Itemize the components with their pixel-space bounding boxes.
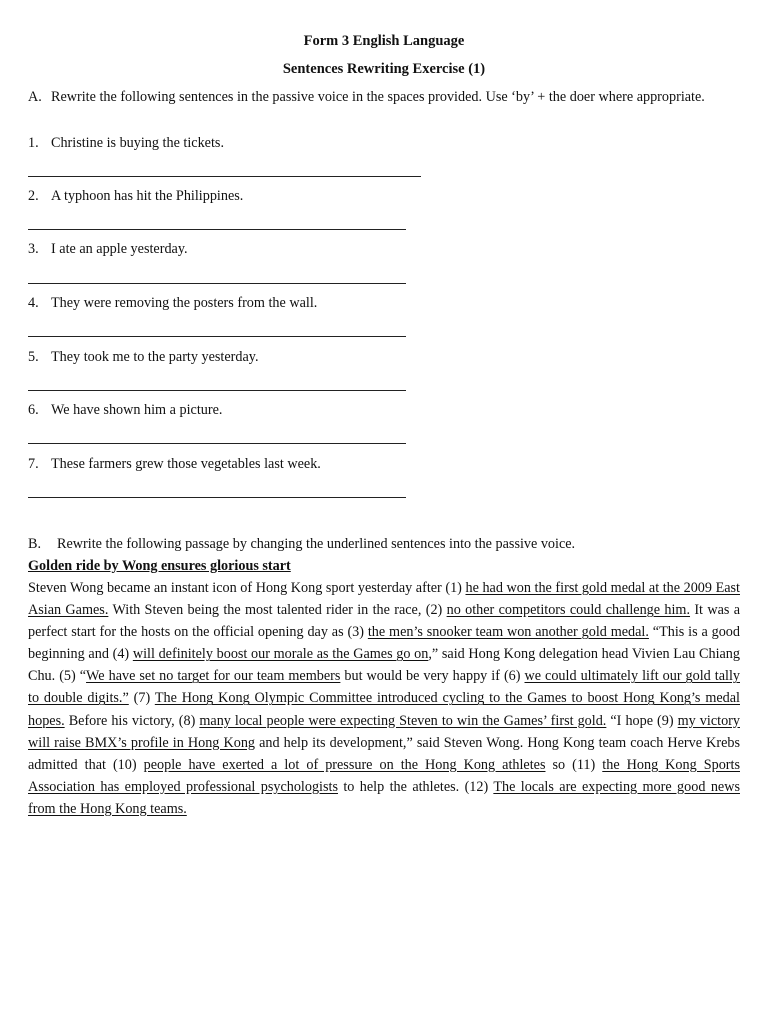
answer-line-6[interactable] [28, 443, 406, 444]
underlined-sentence: we could ultimately lift our gold tally to double digits.” [28, 668, 740, 707]
answer-line-4[interactable] [28, 336, 406, 337]
passage-text: (7) [128, 690, 155, 707]
question-number: 2. [28, 188, 39, 204]
section-a-instruction-text: Rewrite the following sentences in the passive voice in the spaces provided. Use ‘by’ + the doer where appropriate. [51, 89, 705, 105]
answer-line-7[interactable] [28, 497, 406, 498]
question-text: I ate an apple yesterday. [51, 241, 188, 257]
passage-text: It was a perfect start for the hosts on the official opening day as (3) [28, 602, 741, 641]
passage-text: “I hope (9) [606, 712, 678, 729]
question-number: 4. [28, 295, 39, 311]
section-b-instruction-text: Rewrite the following passage by changing the underlined sentences into the passive voice. [57, 536, 576, 552]
underlined-sentence: The locals are expecting more good news from the Hong Kong teams. [28, 778, 740, 817]
passage-text: Before his victory, (8) [64, 712, 200, 729]
passage-text: With Steven being the most talented rider in the race, (2) [108, 602, 447, 619]
passage-body [28, 577, 740, 820]
section-b-instruction [28, 536, 575, 553]
question-text: They took me to the party yesterday. [51, 349, 259, 365]
page-title: Form 3 English Language [303, 33, 465, 49]
page-subtitle: Sentences Rewriting Exercise (1) [282, 61, 486, 77]
section-b-label: B. [28, 536, 42, 552]
passage-text: but would be very happy if (6) [340, 668, 525, 685]
underlined-sentence: the men’s snooker team won another gold medal. [367, 624, 649, 641]
passage-text: and help its development,” said Steven Wong. Hong Kong team coach Herve Krebs admitted that (10) [28, 734, 740, 773]
underlined-sentence: the Hong Kong Sports Association has employed professional psychologists [28, 756, 740, 795]
section-a-instruction [28, 87, 740, 108]
section-a-label: A. [28, 89, 42, 105]
underlined-sentence: my victory will raise BMX’s profile in Hong Kong [28, 712, 740, 751]
question-number: 5. [28, 349, 39, 365]
question-text: These farmers grew those vegetables last week. [51, 456, 321, 472]
underlined-sentence: We have set no target for our team members [86, 668, 341, 685]
question-number: 3. [28, 241, 39, 257]
passage-text: ,” said Hong Kong delegation head Vivien Lau Chiang Chu. (5) “ [28, 646, 740, 685]
question-number: 7. [28, 456, 39, 472]
answer-line-3[interactable] [28, 283, 406, 284]
passage-title: Golden ride by Wong ensures glorious start [28, 558, 291, 574]
question-number: 6. [28, 402, 39, 418]
question-number: 1. [28, 135, 39, 151]
answer-line-2[interactable] [28, 229, 406, 230]
passage-text: so (11) [545, 756, 603, 773]
underlined-sentence: people have exerted a lot of pressure on the Hong Kong athletes [143, 756, 546, 773]
question-text: They were removing the posters from the wall. [51, 295, 318, 311]
underlined-sentence: he had won the first gold medal at the 2009 East Asian Games. [28, 580, 740, 619]
underlined-sentence: will definitely boost our morale as the Games go on [132, 646, 429, 663]
passage-text: “This is a good beginning and (4) [28, 624, 740, 663]
question-text: Christine is buying the tickets. [51, 135, 224, 151]
question-text: We have shown him a picture. [51, 402, 223, 418]
answer-line-1[interactable] [28, 176, 421, 177]
passage-text: Steven Wong became an instant icon of Hong Kong sport yesterday after (1) [28, 580, 466, 596]
underlined-sentence: The Hong Kong Olympic Committee introduced cycling to the Games to boost Hong Kong’s medal hopes. [28, 690, 740, 729]
underlined-sentence: no other competitors could challenge him. [446, 602, 691, 619]
question-text: A typhoon has hit the Philippines. [51, 188, 244, 204]
passage-text: to help the athletes. (12) [337, 778, 494, 795]
underlined-sentence: many local people were expecting Steven to win the Games’ first gold. [199, 712, 607, 729]
answer-line-5[interactable] [28, 390, 406, 391]
